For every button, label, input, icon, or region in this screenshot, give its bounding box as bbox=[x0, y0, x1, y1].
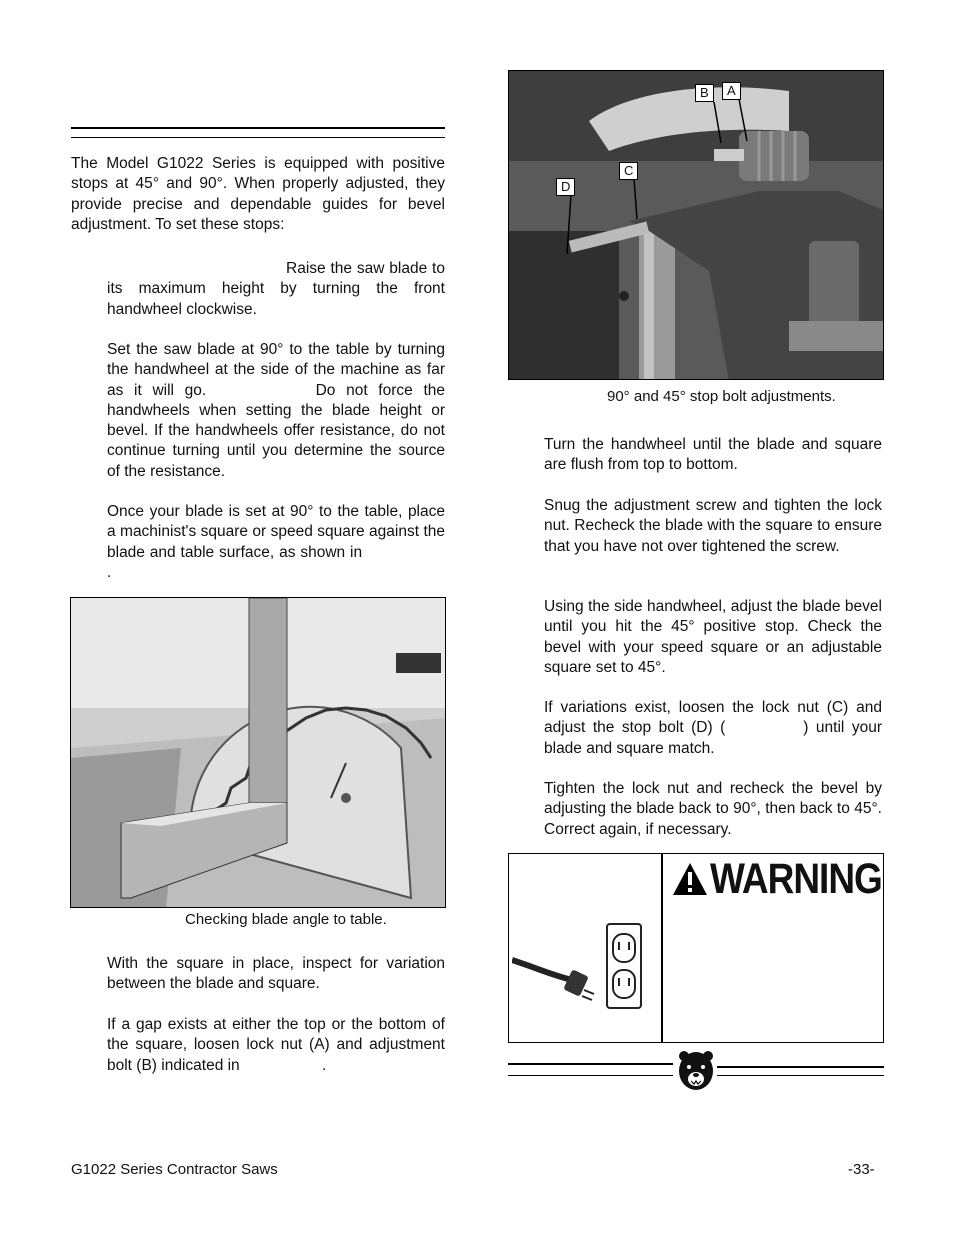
step-2-note: Do not force the handwheels when setting the blade height or bevel. If the handwheels offer resistance, do not continue turning until you determine the source of the resistance. bbox=[107, 381, 445, 480]
bottom-rule-left-thick bbox=[508, 1063, 673, 1065]
step-1-text: Raise the saw blade to its maximum height by turning the front handwheel clockwise. bbox=[107, 260, 445, 318]
step-9-text-a: If variations exist, loosen the lock nut (C) and adjust the stop bolt (D) ( bbox=[544, 699, 882, 737]
figure-left-caption: Checking blade angle to table. bbox=[185, 911, 387, 928]
step-5-end: . bbox=[322, 1056, 327, 1074]
figure-stop-bolt-photo bbox=[508, 70, 884, 380]
callout-b: B bbox=[695, 84, 714, 102]
step-2 bbox=[107, 340, 445, 482]
step-4: With the square in place, inspect for variation between the blade and square. bbox=[107, 955, 445, 993]
footer-title: G1022 Series Contractor Saws bbox=[71, 1161, 278, 1178]
section-rule-bottom bbox=[71, 137, 445, 138]
step-6: Turn the handwheel until the blade and square are flush from top to bottom. bbox=[544, 436, 882, 474]
warning-divider bbox=[661, 854, 663, 1042]
figure-blade-square-photo bbox=[70, 597, 446, 908]
bottom-rule-right-thin bbox=[717, 1075, 884, 1076]
bear-logo-icon bbox=[676, 1049, 716, 1093]
step-8: Using the side handwheel, adjust the blade bevel until you hit the 45° positive stop. Check the bevel with your speed square or an adjustable square set to 45°. bbox=[544, 598, 882, 676]
step-9-text-b: ) until your blade and square match. bbox=[544, 719, 882, 757]
step-7: Snug the adjustment screw and tighten the lock nut. Recheck the blade with the square to ensure that you have not over tightened the screw. bbox=[544, 497, 882, 555]
callout-leaders bbox=[509, 71, 884, 380]
warning-triangle-icon bbox=[672, 862, 708, 896]
intro-paragraph: The Model G1022 Series is equipped with positive stops at 45° and 90°. When properly adjusted, they provide precise and dependable guides for bevel adjustment. To set these stops: bbox=[71, 155, 445, 233]
step-3-text: Once your blade is set at 90° to the table, place a machinist's square or speed square against the blade and table surface, as shown in bbox=[107, 503, 445, 561]
step-9 bbox=[544, 698, 882, 759]
step-10: Tighten the lock nut and recheck the bevel by adjusting the blade back to 90°, then back to 45°. Correct again, if necessary. bbox=[544, 780, 882, 838]
callout-a: A bbox=[722, 82, 741, 100]
page-number: -33- bbox=[848, 1161, 875, 1178]
step-3-end: . bbox=[107, 563, 112, 581]
step-2-text: Set the saw blade at 90° to the table by turning the handwheel at the side of the machine as far as it will go. bbox=[107, 341, 445, 399]
figure-right-caption: 90° and 45° stop bolt adjustments. bbox=[607, 388, 836, 405]
warning-box bbox=[508, 853, 884, 1043]
step-1 bbox=[107, 259, 445, 320]
callout-d: D bbox=[556, 178, 575, 196]
bottom-rule-left-thin bbox=[508, 1075, 673, 1076]
plug-outlet-icon bbox=[512, 920, 652, 1020]
step-5 bbox=[107, 1015, 445, 1076]
callout-c: C bbox=[619, 162, 638, 180]
step-5-text: If a gap exists at either the top or the bottom of the square, loosen lock nut (A) and adjustment bolt (B) indicated in bbox=[107, 1016, 445, 1074]
bottom-rule-right-thick bbox=[717, 1066, 884, 1068]
warning-label: WARNING bbox=[710, 854, 882, 902]
section-rule-top bbox=[71, 127, 445, 129]
step-3 bbox=[107, 502, 445, 583]
warning-header bbox=[672, 854, 882, 902]
blade-square-illustration bbox=[71, 598, 446, 908]
